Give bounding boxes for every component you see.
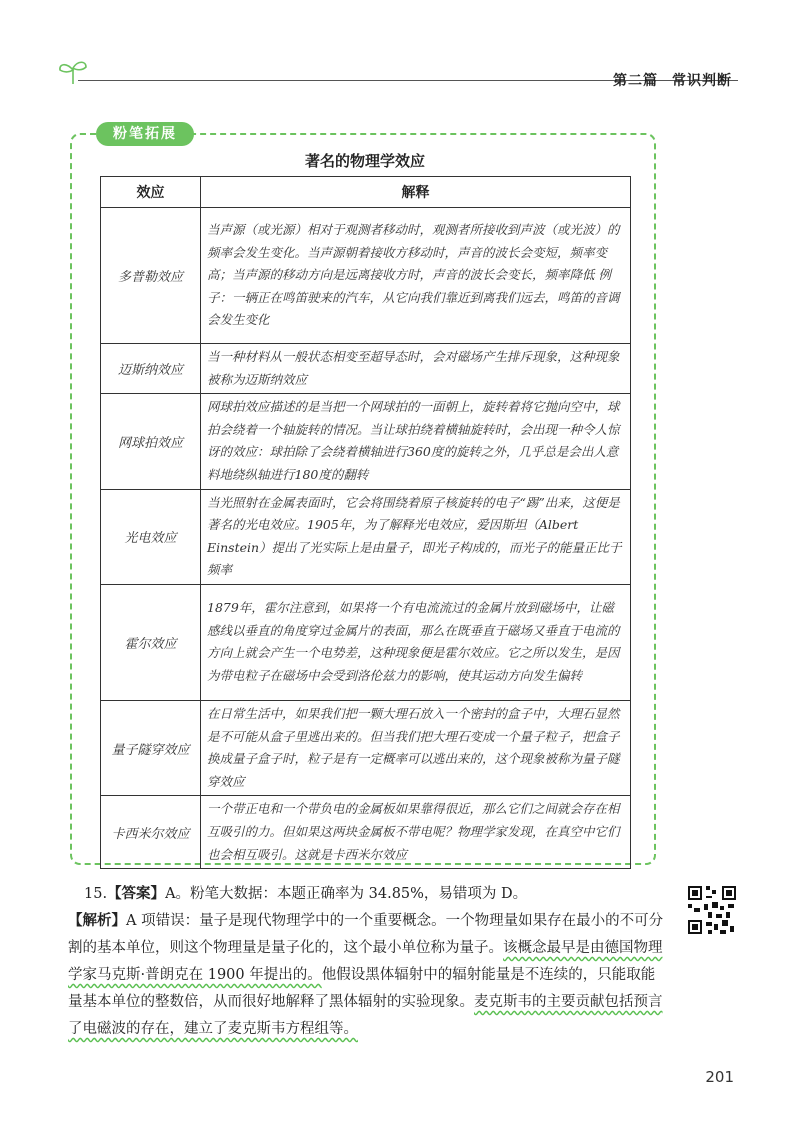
table-row — [101, 394, 631, 489]
effect-explanation: 当一种材料从一般状态相变至超导态时，会对磁场产生排斥现象，这种现象被称为迈斯纳效应 — [201, 344, 631, 394]
effect-name: 迈斯纳效应 — [101, 344, 201, 394]
effect-explanation: 1879年，霍尔注意到，如果将一个有电流流过的金属片放到磁场中，让磁感线以垂直的角度穿过金属片的表面，那么在既垂直于磁场又垂直于电流的方向上就会产生一个电势差，这种现象便是霍尔效应。它之所以发生，是因为带电粒子在磁场中会受到洛伦兹力的影响，使其运动方向发生偏转 — [201, 584, 631, 700]
qr-code-icon[interactable] — [686, 884, 738, 936]
table-header-row — [101, 177, 631, 208]
analysis-underlined-text: 麦克斯韦的主要贡献包括预言了电磁波的存在，建立了麦克斯韦方程组等。 — [68, 994, 663, 1037]
effect-name: 量子隧穿效应 — [101, 700, 201, 795]
analysis-text: A 项错误：量子是现代物理学中的一个重要概念。一个物理量如果存在最小的不可分割的基本单位，则这个物理量是量子化的，这个最小单位称为量子。 — [68, 913, 664, 956]
column-header-effect: 效应 — [101, 177, 201, 208]
effect-explanation: 当光照射在金属表面时，它会将围绕着原子核旋转的电子“踢”出来，这便是著名的光电效应。1905年，为了解释光电效应，爱因斯坦（Albert Einstein）提出了光实际上是由量子，即光子构成的，而光子的能量正比于频率 — [201, 489, 631, 584]
page-number: 201 — [705, 1068, 734, 1086]
effect-explanation: 在日常生活中，如果我们把一颗大理石放入一个密封的盒子中，大理石显然是不可能从盒子里逃出来的。但当我们把大理石变成一个量子粒子，把盒子换成量子盒子时，粒子是有一定概率可以逃出来的，这个现象被称为量子隧穿效应 — [201, 700, 631, 795]
column-header-explanation: 解释 — [201, 177, 631, 208]
analysis-underlined-text: 该概念最早是由德国物理学家马克斯·普朗克在 1900 年提出的。 — [68, 940, 663, 983]
table-row — [101, 700, 631, 795]
analysis-label: 【解析】 — [68, 913, 126, 929]
table-row — [101, 489, 631, 584]
table-row — [101, 796, 631, 869]
effect-explanation: 一个带正电和一个带负电的金属板如果靠得很近，那么它们之间就会存在相互吸引的力。但如果这两块金属板不带电呢？物理学家发现，在真空中它们也会相互吸引。这就是卡西米尔效应 — [201, 796, 631, 869]
effect-name: 卡西米尔效应 — [101, 796, 201, 869]
question-number: 15. — [84, 886, 108, 902]
answer-label: 【答案】 — [107, 886, 166, 902]
page-header — [599, 70, 732, 90]
table-row — [101, 208, 631, 344]
sprout-icon — [56, 58, 90, 86]
effect-name: 光电效应 — [101, 489, 201, 584]
effect-name: 网球拍效应 — [101, 394, 201, 489]
answer-text: A。粉笔大数据：本题正确率为 34.85%，易错项为 D。 — [165, 886, 528, 902]
effect-explanation: 网球拍效应描述的是当把一个网球拍的一面朝上，旋转着将它抛向空中，球拍会绕着一个轴旋转的情况。当让球拍绕着横轴旋转时，会出现一种令人惊讶的效应：球拍除了会绕着横轴进行360度的旋转之外，几乎总是会出人意料地绕纵轴进行180度的翻转 — [201, 394, 631, 489]
effect-name: 霍尔效应 — [101, 584, 201, 700]
table-row — [101, 584, 631, 700]
effect-explanation: 当声源（或光源）相对于观测者移动时，观测者所接收到声波（或光波）的频率会发生变化。当声源朝着接收方移动时，声音的波长会变短，频率变高；当声源的移动方向是远离接收方时，声音的波长会变长，频率降低 例子：一辆正在鸣笛驶来的汽车，从它向我们靠近到离我们远去，鸣笛的音调会发生变化 — [201, 208, 631, 344]
effect-name: 多普勒效应 — [101, 208, 201, 344]
answer-line — [84, 880, 664, 908]
effects-table — [100, 176, 631, 869]
table-row — [101, 344, 631, 394]
analysis-paragraph — [68, 908, 668, 1043]
analysis-text: 他假设黑体辐射中的辐射能量是不连续的，只能取能量基本单位的整数倍，从而很好地解释了黑体辐射的实验现象。 — [68, 967, 656, 1010]
table-title: 著名的物理学效应 — [304, 152, 425, 170]
extension-tag: 粉笔拓展 — [96, 122, 194, 146]
header-part: 第二篇 — [613, 73, 658, 89]
header-chapter: 常识判断 — [672, 73, 732, 89]
